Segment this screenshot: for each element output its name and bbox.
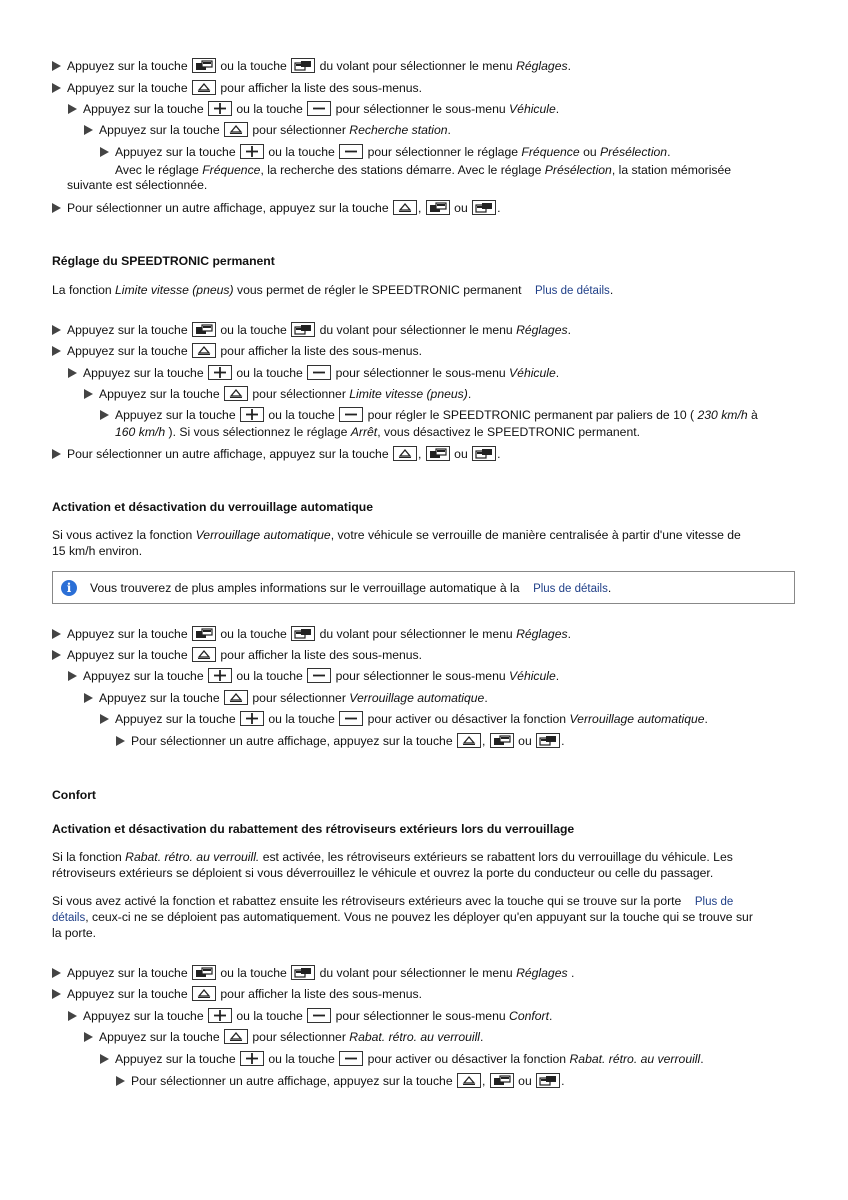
next-display-key-icon bbox=[536, 733, 560, 748]
bullet-icon bbox=[68, 1011, 77, 1021]
plus-key-icon bbox=[208, 668, 232, 683]
next-display-key-icon bbox=[291, 322, 315, 337]
bullet-icon bbox=[52, 650, 61, 660]
details-link[interactable]: Plus de détails bbox=[533, 583, 608, 595]
minus-key-icon bbox=[339, 407, 363, 422]
next-display-key-icon bbox=[472, 200, 496, 215]
previous-display-key-icon bbox=[426, 200, 450, 215]
step-line: Appuyez sur la touche ou la touche pour régler le SPEEDTRONIC permanent par paliers de 10 ( 230 km/h à bbox=[100, 407, 798, 423]
body-text: Si vous avez activé la fonction et rabattez ensuite les rétroviseurs extérieurs avec la touche qui se trouve sur la porte Plus de bbox=[52, 894, 734, 908]
body-text: rétroviseurs extérieurs se déploient si vous déverrouillez le véhicule et ouvrez la porte du conducteur ou celle du passager. bbox=[52, 866, 714, 880]
bullet-icon bbox=[52, 629, 61, 639]
step-line: Appuyez sur la touche pour sélectionner Rabat. rétro. au verrouill. bbox=[84, 1029, 798, 1045]
bullet-icon bbox=[84, 1032, 93, 1042]
section-heading: Activation et désactivation du verrouillage automatique bbox=[52, 500, 374, 514]
minus-key-icon bbox=[339, 144, 363, 159]
bullet-icon bbox=[100, 1054, 109, 1064]
step-line: Appuyez sur la touche ou la touche pour activer ou désactiver la fonction Rabat. rétro. au verrouill. bbox=[100, 1051, 798, 1067]
plus-key-icon bbox=[208, 1008, 232, 1023]
previous-display-key-icon bbox=[192, 626, 216, 641]
step-line: Appuyez sur la touche pour afficher la liste des sous-menus. bbox=[52, 343, 798, 359]
section-heading: Activation et désactivation du rabattement des rétroviseurs extérieurs lors du verrouillage bbox=[52, 822, 575, 836]
up-arrow-key-icon bbox=[224, 122, 248, 137]
body-text: 15 km/h environ. bbox=[52, 544, 143, 558]
body-text: Si la fonction Rabat. rétro. au verrouill. est activée, les rétroviseurs extérieurs se rabattent lors du verrouillage du véhicule. Les bbox=[52, 850, 733, 864]
minus-key-icon bbox=[339, 711, 363, 726]
minus-key-icon bbox=[307, 668, 331, 683]
body-text: la porte. bbox=[52, 926, 97, 940]
plus-key-icon bbox=[240, 407, 264, 422]
minus-key-icon bbox=[307, 101, 331, 116]
previous-display-key-icon bbox=[192, 58, 216, 73]
step-line: Appuyez sur la touche pour sélectionner Recherche station. bbox=[84, 122, 798, 138]
step-line: Appuyez sur la touche ou la touche pour sélectionner le sous-menu Véhicule. bbox=[68, 668, 798, 684]
step-line: Appuyez sur la touche ou la touche pour sélectionner le sous-menu Véhicule. bbox=[68, 365, 798, 381]
bullet-icon bbox=[52, 203, 61, 213]
step-line: Appuyez sur la touche ou la touche du volant pour sélectionner le menu Réglages. bbox=[52, 626, 798, 642]
section-heading: Réglage du SPEEDTRONIC permanent bbox=[52, 254, 275, 268]
minus-key-icon bbox=[307, 1008, 331, 1023]
bullet-icon bbox=[68, 368, 77, 378]
up-arrow-key-icon bbox=[192, 986, 216, 1001]
bullet-icon bbox=[52, 325, 61, 335]
bullet-icon bbox=[84, 389, 93, 399]
step-line: Pour sélectionner un autre affichage, appuyez sur la touche , ou . bbox=[116, 733, 798, 749]
step-line: Appuyez sur la touche ou la touche pour sélectionner le réglage Fréquence ou Présélection. bbox=[100, 144, 798, 160]
plus-key-icon bbox=[240, 1051, 264, 1066]
bullet-icon bbox=[100, 147, 109, 157]
step-line: Appuyez sur la touche ou la touche pour sélectionner le sous-menu Confort. bbox=[68, 1008, 798, 1024]
bullet-icon bbox=[52, 61, 61, 71]
bullet-icon bbox=[100, 714, 109, 724]
plus-key-icon bbox=[240, 711, 264, 726]
bullet-icon bbox=[84, 125, 93, 135]
body-text: Si vous activez la fonction Verrouillage automatique, votre véhicule se verrouille de manière centralisée à partir d'une vitesse de bbox=[52, 528, 741, 542]
previous-display-key-icon bbox=[426, 446, 450, 461]
step-line: Appuyez sur la touche ou la touche pour sélectionner le sous-menu Véhicule. bbox=[68, 101, 798, 117]
up-arrow-key-icon bbox=[192, 343, 216, 358]
step-line: Pour sélectionner un autre affichage, appuyez sur la touche , ou . bbox=[52, 200, 798, 216]
bullet-icon bbox=[52, 449, 61, 459]
up-arrow-key-icon bbox=[192, 647, 216, 662]
next-display-key-icon bbox=[291, 965, 315, 980]
plus-key-icon bbox=[208, 101, 232, 116]
step-line: Appuyez sur la touche ou la touche du volant pour sélectionner le menu Réglages. bbox=[52, 58, 798, 74]
step-line: Appuyez sur la touche pour afficher la liste des sous-menus. bbox=[52, 80, 798, 96]
details-link[interactable]: Plus de bbox=[694, 896, 734, 908]
next-display-key-icon bbox=[472, 446, 496, 461]
details-link[interactable]: détails bbox=[52, 912, 86, 924]
previous-display-key-icon bbox=[490, 733, 514, 748]
previous-display-key-icon bbox=[192, 322, 216, 337]
plus-key-icon bbox=[208, 365, 232, 380]
info-icon: i bbox=[61, 580, 77, 596]
up-arrow-key-icon bbox=[224, 690, 248, 705]
step-line: Appuyez sur la touche pour afficher la liste des sous-menus. bbox=[52, 986, 798, 1002]
step-line: Appuyez sur la touche pour afficher la liste des sous-menus. bbox=[52, 647, 798, 663]
up-arrow-key-icon bbox=[393, 200, 417, 215]
body-text: 160 km/h ). Si vous sélectionnez le réglage Arrêt, vous désactivez le SPEEDTRONIC permanent. bbox=[115, 425, 641, 439]
step-line: Appuyez sur la touche ou la touche pour activer ou désactiver la fonction Verrouillage automatique. bbox=[100, 711, 798, 727]
bullet-icon bbox=[52, 83, 61, 93]
up-arrow-key-icon bbox=[224, 1029, 248, 1044]
next-display-key-icon bbox=[291, 58, 315, 73]
bullet-icon bbox=[84, 693, 93, 703]
minus-key-icon bbox=[339, 1051, 363, 1066]
previous-display-key-icon bbox=[490, 1073, 514, 1088]
body-text: détails, ceux-ci ne se déploient pas automatiquement. Vous ne pouvez les déployer qu'en appuyant sur la touche qui se trouve sur bbox=[52, 910, 753, 924]
bullet-icon bbox=[116, 1076, 125, 1086]
up-arrow-key-icon bbox=[457, 733, 481, 748]
info-note: i Vous trouverez de plus amples informations sur le verrouillage automatique à la Plus de détails. bbox=[52, 571, 795, 604]
step-line: Pour sélectionner un autre affichage, appuyez sur la touche , ou . bbox=[52, 446, 798, 462]
body-text: suivante est sélectionnée. bbox=[67, 178, 208, 192]
step-line: Appuyez sur la touche pour sélectionner Verrouillage automatique. bbox=[84, 690, 798, 706]
details-link[interactable]: Plus de détails bbox=[535, 285, 610, 297]
up-arrow-key-icon bbox=[457, 1073, 481, 1088]
next-display-key-icon bbox=[291, 626, 315, 641]
step-line: Pour sélectionner un autre affichage, appuyez sur la touche , ou . bbox=[116, 1073, 798, 1089]
step-line: Appuyez sur la touche pour sélectionner Limite vitesse (pneus). bbox=[84, 386, 798, 402]
minus-key-icon bbox=[307, 365, 331, 380]
bullet-icon bbox=[68, 671, 77, 681]
body-text: La fonction Limite vitesse (pneus) vous permet de régler le SPEEDTRONIC permanent Plus de détails. bbox=[52, 283, 614, 297]
bullet-icon bbox=[68, 104, 77, 114]
bullet-icon bbox=[52, 968, 61, 978]
plus-key-icon bbox=[240, 144, 264, 159]
bullet-icon bbox=[52, 989, 61, 999]
step-line: Appuyez sur la touche ou la touche du volant pour sélectionner le menu Réglages . bbox=[52, 965, 798, 981]
bullet-icon bbox=[116, 736, 125, 746]
up-arrow-key-icon bbox=[393, 446, 417, 461]
body-text: Avec le réglage Fréquence, la recherche des stations démarre. Avec le réglage Présélection, la station mémorisée bbox=[115, 163, 732, 177]
next-display-key-icon bbox=[536, 1073, 560, 1088]
bullet-icon bbox=[100, 410, 109, 420]
section-heading: Confort bbox=[52, 788, 96, 802]
bullet-icon bbox=[52, 346, 61, 356]
step-line: Appuyez sur la touche ou la touche du volant pour sélectionner le menu Réglages. bbox=[52, 322, 798, 338]
previous-display-key-icon bbox=[192, 965, 216, 980]
up-arrow-key-icon bbox=[224, 386, 248, 401]
up-arrow-key-icon bbox=[192, 80, 216, 95]
